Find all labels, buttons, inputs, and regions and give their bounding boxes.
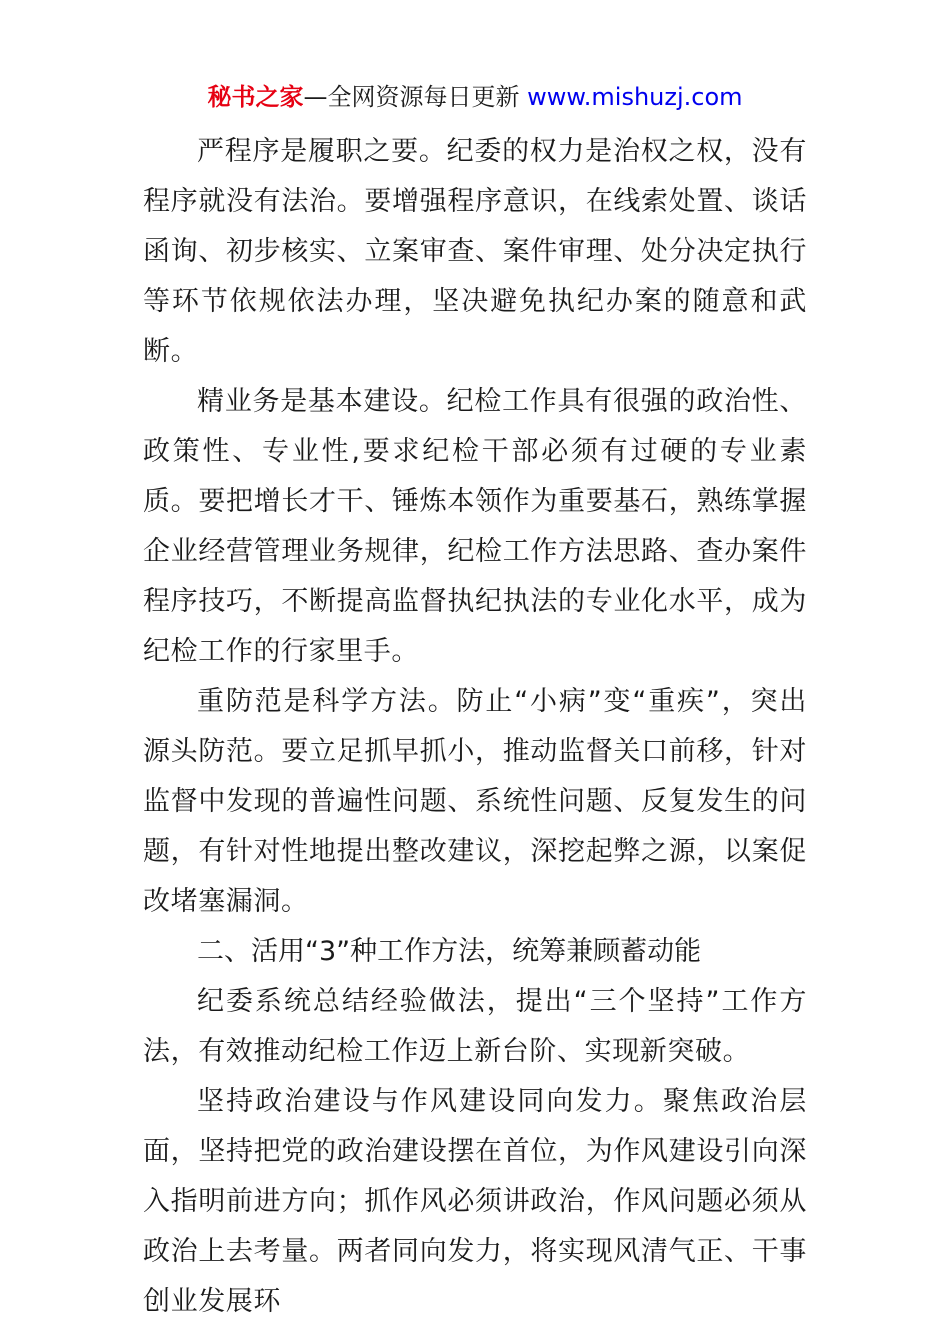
paragraph-three-methods: 纪委系统总结经验做法，提出“三个坚持”工作方法，有效推动纪检工作迈上新台阶、实现新突破。: [143, 986, 807, 1067]
paragraph-political-construction: 坚持政治建设与作风建设同向发力。聚焦政治层面，坚持把党的政治建设摆在首位，为作风建设引向深入指明前进方向；抓作风必须讲政治，作风问题必须从政治上去考量。两者同向发力，将实现风清气正、干事创业发展环: [143, 1086, 807, 1317]
site-tagline: —全网资源每日更新: [303, 83, 520, 111]
site-url-link[interactable]: www.mishuzj.com: [519, 83, 743, 111]
paragraph-refine-business: 精业务是基本建设。纪检工作具有很强的政治性、政策性、专业性,要求纪检干部必须有过硬的专业素质。要把增长才干、锤炼本领作为重要基石，熟练掌握企业经营管理业务规律，纪检工作方法思路、查办案件程序技巧，不断提高监督执纪执法的专业化水平，成为纪检工作的行家里手。: [143, 386, 807, 667]
paragraph-prevention: 重防范是科学方法。防止“小病”变“重疾”，突出源头防范。要立足抓早抓小，推动监督关口前移，针对监督中发现的普遍性问题、系统性问题、反复发生的问题，有针对性地提出整改建议，深挖起弊之源，以案促改堵塞漏洞。: [143, 686, 807, 917]
document-body: [143, 127, 807, 1327]
paragraph-strict-procedure: 严程序是履职之要。纪委的权力是治权之权，没有程序就没有法治。要增强程序意识，在线索处置、谈话函询、初步核实、立案审查、案件审理、处分决定执行等环节依规依法办理，坚决避免执纪办案的随意和武断。: [143, 136, 807, 367]
site-brand: 秘书之家: [207, 83, 304, 111]
site-header: [0, 80, 950, 114]
section-heading: 二、活用“3”种工作方法，统筹兼顾蓄动能: [197, 936, 702, 967]
